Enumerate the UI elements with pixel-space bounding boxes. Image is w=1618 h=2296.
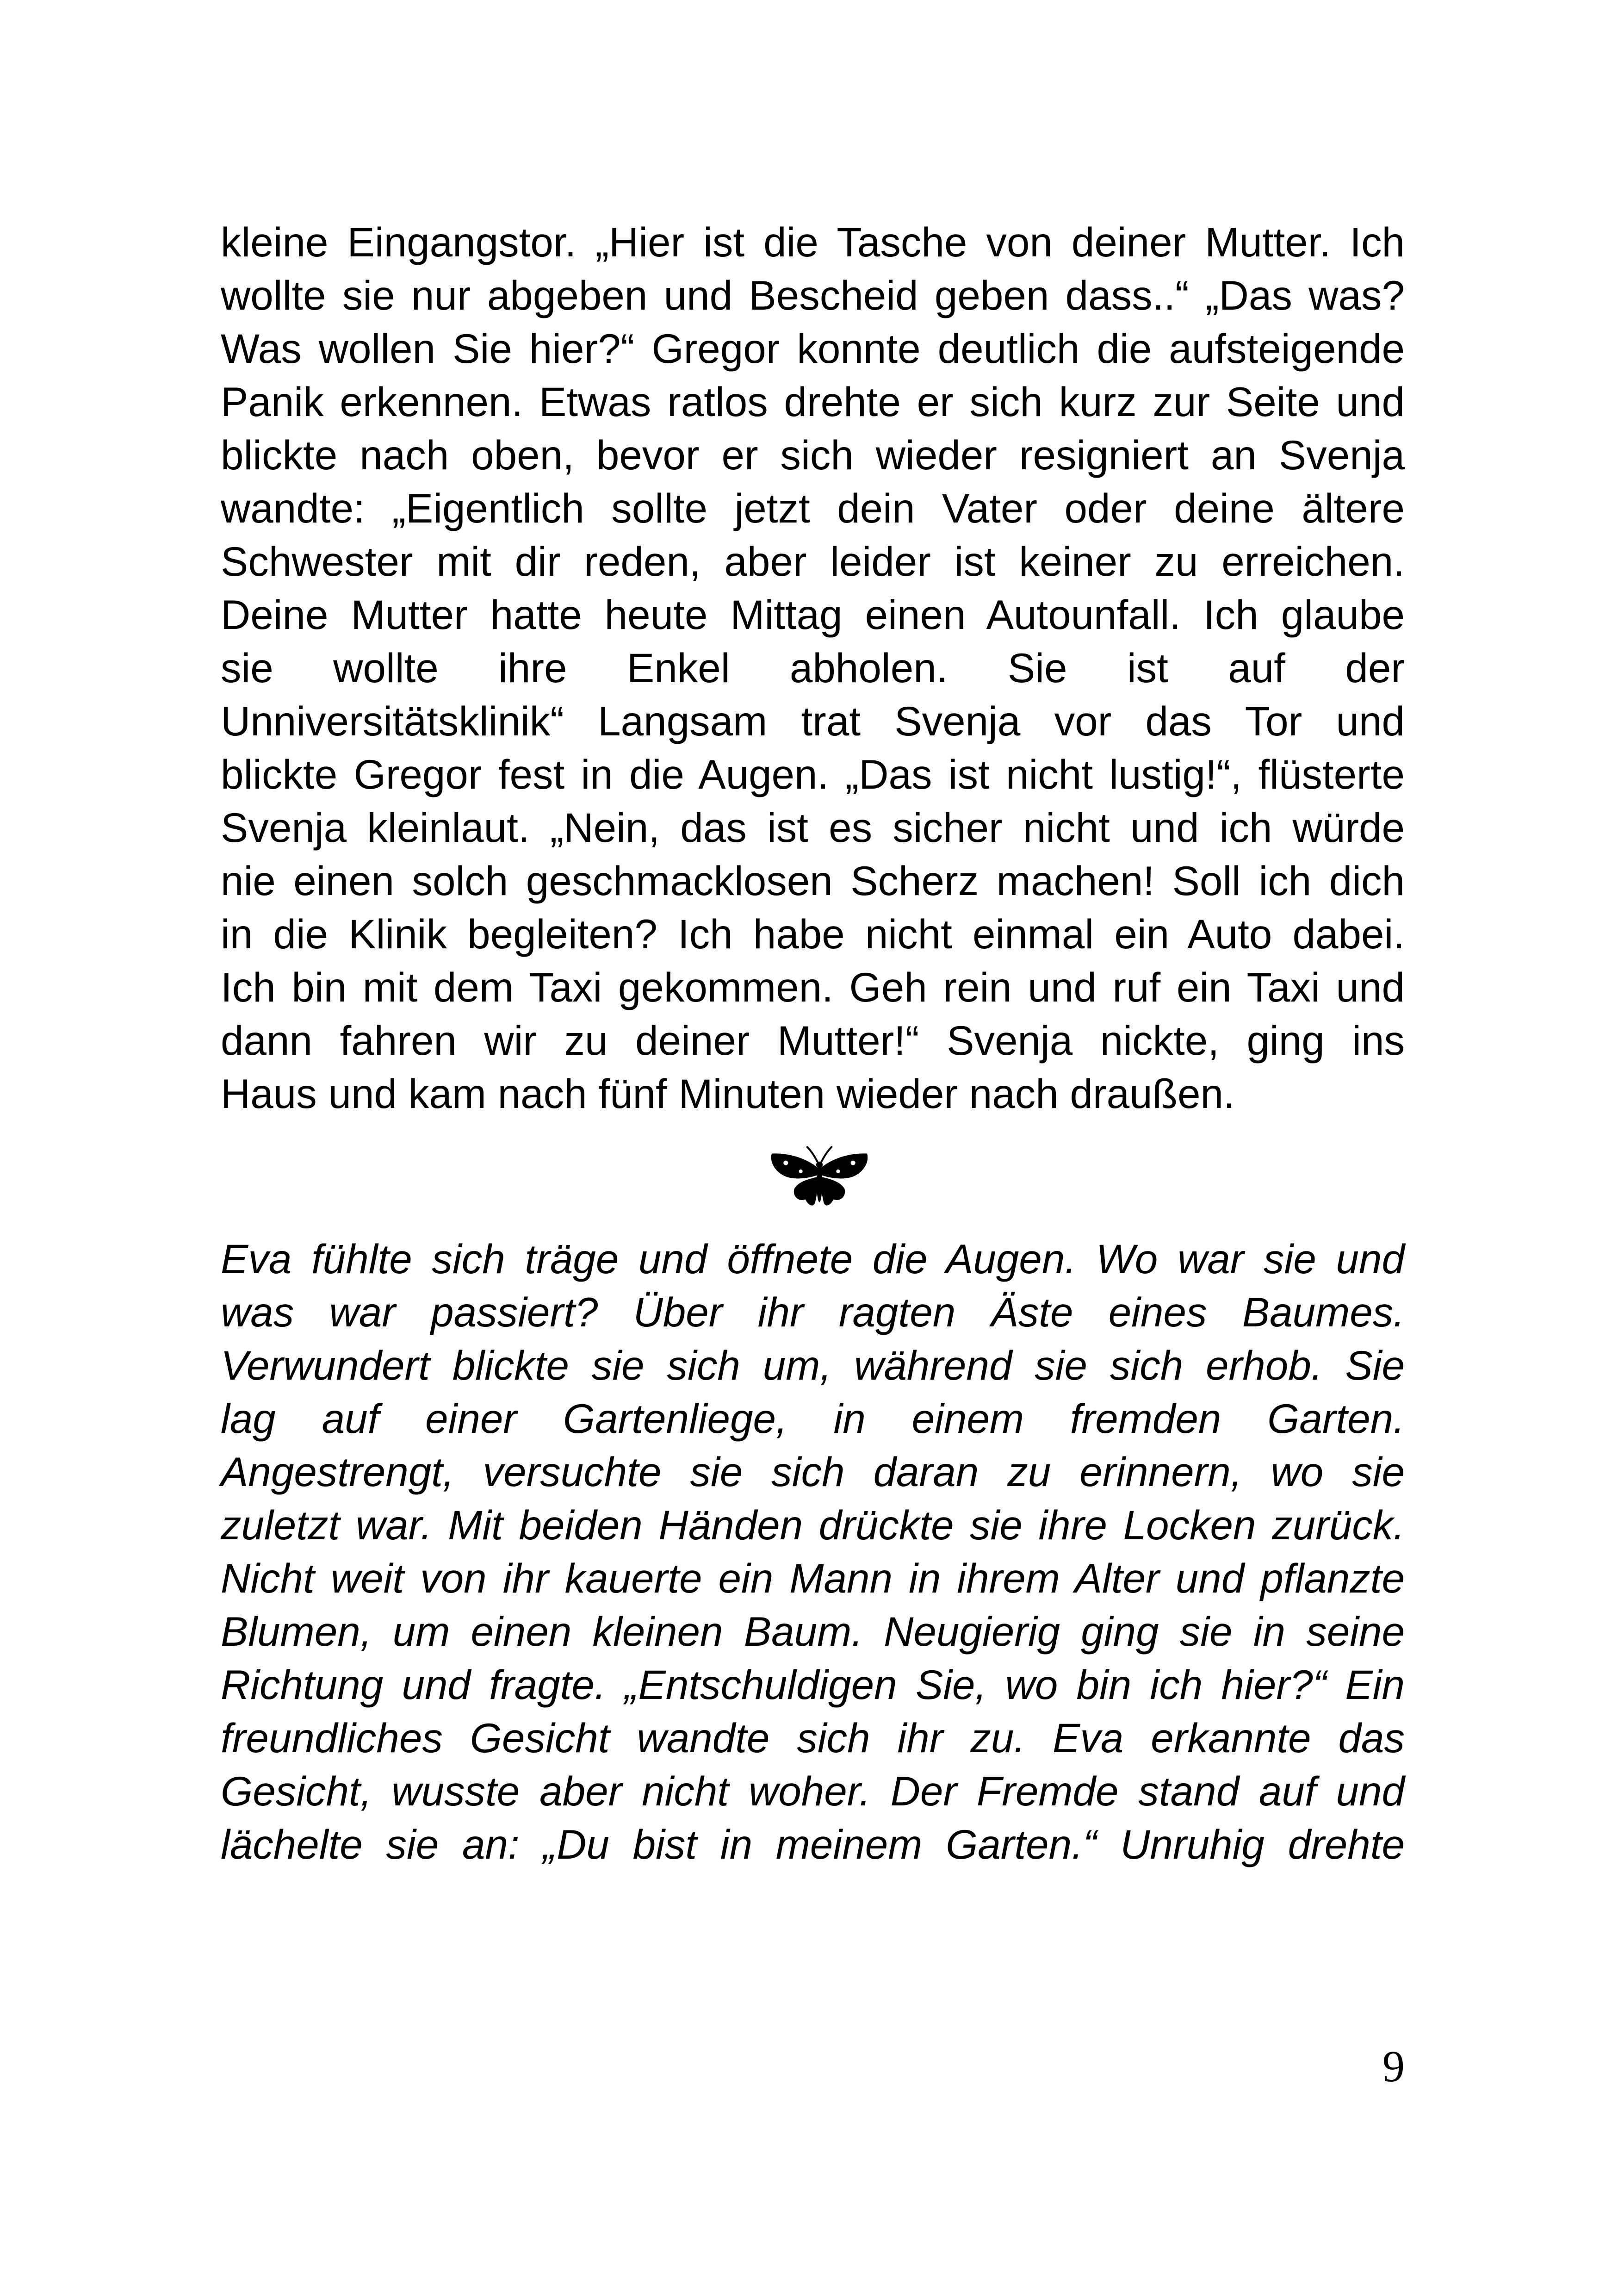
text-line: Nicht weit von ihr kauerte ein Mann in ihrem Alter und pflanzte: [221, 1555, 1405, 1601]
text-line: freundliches Gesicht wandte sich ihr zu. Eva erkannte das: [221, 1715, 1405, 1761]
text-line: was war passiert? Über ihr ragten Äste eines Baumes.: [221, 1289, 1405, 1335]
text-line: dann fahren wir zu deiner Mutter!“ Svenja nickte, ging ins: [221, 1017, 1405, 1064]
text-line: Panik erkennen. Etwas ratlos drehte er sich kurz zur Seite und: [221, 379, 1405, 425]
text-line: lag auf einer Gartenliege, in einem fremden Garten.: [221, 1395, 1405, 1442]
text-line: Blumen, um einen kleinen Baum. Neugierig ging sie in seine: [221, 1608, 1405, 1655]
text-line: Richtung und fragte. „Entschuldigen Sie, wo bin ich hier?“ Ein: [221, 1661, 1405, 1708]
text-line: wollte sie nur abgeben und Bescheid geben dass..“ „Das was?: [221, 272, 1405, 318]
text-line: wandte: „Eigentlich sollte jetzt dein Vater oder deine ältere: [221, 485, 1405, 531]
body-paragraph-regular: [221, 216, 1405, 1120]
text-line: lächelte sie an: „Du bist in meinem Garten.“ Unruhig drehte: [221, 1821, 1405, 1867]
text-line: Ich bin mit dem Taxi gekommen. Geh rein und ruf ein Taxi und: [221, 964, 1405, 1010]
body-paragraph-italic: [221, 1232, 1405, 1871]
text-line: Eva fühlte sich träge und öffnete die Augen. Wo war sie und: [221, 1236, 1405, 1282]
text-line: Deine Mutter hatte heute Mittag einen Autounfall. Ich glaube: [221, 591, 1405, 638]
text-line: Unniversitätsklinik“ Langsam trat Svenja vor das Tor und: [221, 698, 1405, 744]
text-line: zuletzt war. Mit beiden Händen drückte sie ihre Locken zurück.: [221, 1502, 1405, 1548]
page-number: 9: [1382, 2041, 1405, 2091]
text-line: Svenja kleinlaut. „Nein, das ist es sicher nicht und ich würde: [221, 804, 1405, 851]
text-line: Angestrengt, versuchte sie sich daran zu erinnern, wo sie: [221, 1449, 1405, 1495]
text-line: kleine Eingangstor. „Hier ist die Tasche von deiner Mutter. Ich: [221, 219, 1405, 265]
text-line: nie einen solch geschmacklosen Scherz machen! Soll ich dich: [221, 858, 1405, 904]
text-line: Schwester mit dir reden, aber leider ist keiner zu erreichen.: [221, 538, 1405, 585]
text-line: Gesicht, wusste aber nicht woher. Der Fremde stand auf und: [221, 1768, 1405, 1814]
text-line: Verwundert blickte sie sich um, während sie sich erhob. Sie: [221, 1342, 1405, 1388]
text-line: Haus und kam nach fünf Minuten wieder nach draußen.: [221, 1070, 1235, 1117]
text-line: Was wollen Sie hier?“ Gregor konnte deutlich die aufsteigende: [221, 325, 1405, 372]
text-line: sie wollte ihre Enkel abholen. Sie ist auf der: [221, 645, 1405, 691]
text-line: in die Klinik begleiten? Ich habe nicht einmal ein Auto dabei.: [221, 911, 1405, 957]
butterfly-icon: [768, 1144, 871, 1210]
text-line: blickte nach oben, bevor er sich wieder resigniert an Svenja: [221, 432, 1405, 478]
text-line: blickte Gregor fest in die Augen. „Das ist nicht lustig!“, flüsterte: [221, 751, 1405, 797]
